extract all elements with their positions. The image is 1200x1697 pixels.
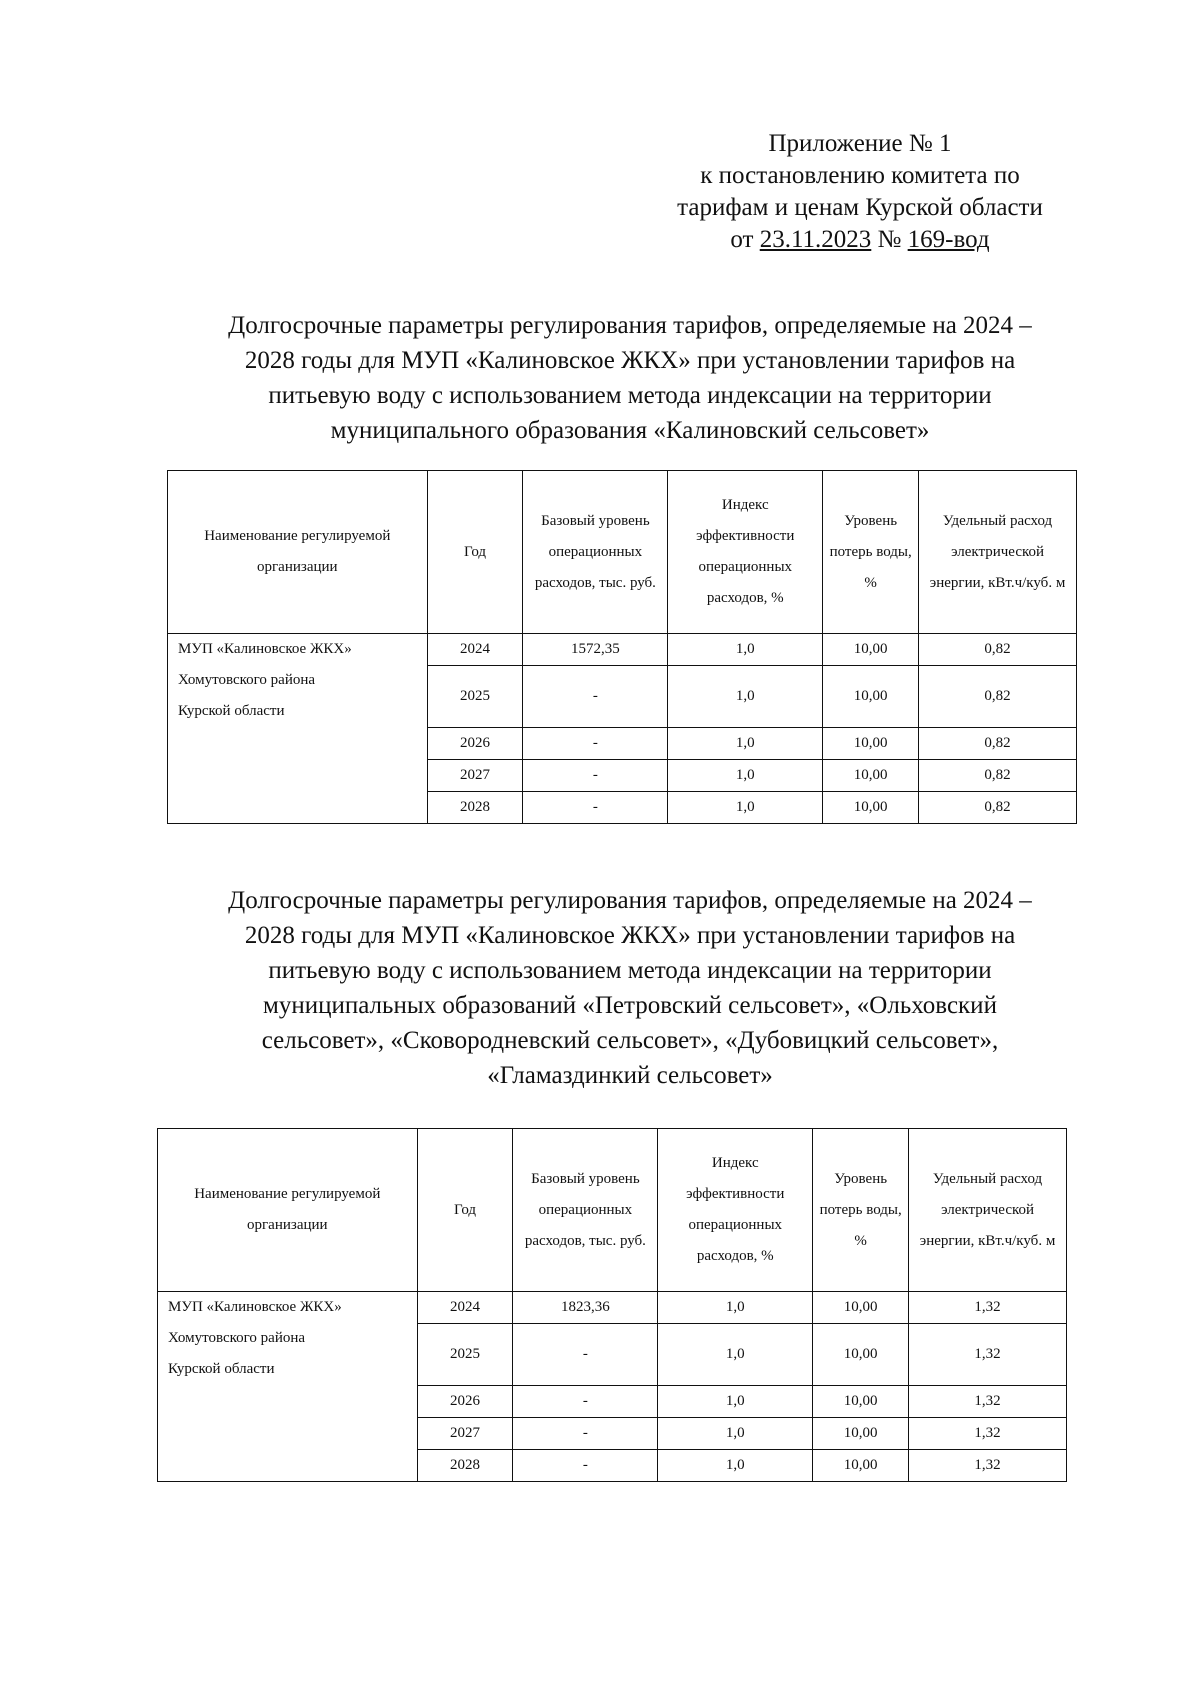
- base-cell: 1572,35: [523, 634, 668, 666]
- org-line: МУП «Калиновское ЖКХ»: [168, 1299, 342, 1315]
- base-cell: -: [513, 1324, 658, 1386]
- year-cell: 2026: [417, 1386, 513, 1418]
- year-cell: 2025: [417, 1324, 513, 1386]
- header-energy: Удельный расход электрической энергии, кВт.ч/куб. м: [919, 471, 1077, 634]
- year-cell: 2024: [427, 634, 523, 666]
- title-line: муниципальных образований «Петровский сельсовет», «Ольховский: [263, 992, 997, 1019]
- base-cell: -: [523, 728, 668, 760]
- index-cell: 1,0: [668, 760, 823, 792]
- base-cell: 1823,36: [513, 1292, 658, 1324]
- org-cell: [168, 634, 428, 824]
- year-cell: 2025: [427, 666, 523, 728]
- header-org: Наименование регулируемой организации: [158, 1129, 418, 1292]
- index-cell: 1,0: [668, 634, 823, 666]
- energy-cell: 0,82: [919, 728, 1077, 760]
- appendix-line3: тарифам и ценам Курской области: [677, 194, 1043, 221]
- org-line: МУП «Калиновское ЖКХ»: [178, 641, 352, 657]
- section1-title: [170, 308, 1090, 448]
- index-cell: 1,0: [658, 1292, 813, 1324]
- title-line: Долгосрочные параметры регулирования тарифов, определяемые на 2024 –: [228, 887, 1032, 914]
- year-cell: 2026: [427, 728, 523, 760]
- loss-cell: 10,00: [813, 1418, 909, 1450]
- title-line: питьевую воду с использованием метода индексации на территории: [268, 382, 992, 409]
- title-line: питьевую воду с использованием метода индексации на территории: [268, 957, 992, 984]
- index-cell: 1,0: [658, 1386, 813, 1418]
- index-cell: 1,0: [668, 728, 823, 760]
- org-line: Хомутовского района: [178, 672, 316, 688]
- base-cell: -: [513, 1418, 658, 1450]
- org-line: Хомутовского района: [168, 1330, 306, 1346]
- header-year: Год: [427, 471, 523, 634]
- energy-cell: 1,32: [909, 1292, 1067, 1324]
- energy-cell: 0,82: [919, 792, 1077, 824]
- energy-cell: 1,32: [909, 1386, 1067, 1418]
- energy-cell: 1,32: [909, 1418, 1067, 1450]
- year-cell: 2028: [417, 1450, 513, 1482]
- header-index: Индекс эффективности операционных расходов, %: [668, 471, 823, 634]
- section2-title: [170, 883, 1090, 1093]
- header-year: Год: [417, 1129, 513, 1292]
- org-cell: [158, 1292, 418, 1482]
- params-table-1: [167, 470, 1077, 824]
- table-header-row: [168, 471, 1077, 634]
- year-cell: 2028: [427, 792, 523, 824]
- loss-cell: 10,00: [823, 666, 919, 728]
- title-line: 2028 годы для МУП «Калиновское ЖКХ» при установлении тарифов на: [244, 347, 1016, 374]
- title-line: «Гламаздинкий сельсовет»: [487, 1062, 773, 1089]
- date-prefix: от: [730, 226, 754, 253]
- base-cell: -: [513, 1386, 658, 1418]
- title-line: 2028 годы для МУП «Калиновское ЖКХ» при установлении тарифов на: [244, 922, 1016, 949]
- index-cell: 1,0: [668, 666, 823, 728]
- loss-cell: 10,00: [813, 1386, 909, 1418]
- index-cell: 1,0: [658, 1450, 813, 1482]
- number-prefix: №: [877, 226, 902, 253]
- index-cell: 1,0: [658, 1324, 813, 1386]
- loss-cell: 10,00: [813, 1292, 909, 1324]
- resolution-number: 169-вод: [907, 226, 990, 253]
- energy-cell: 1,32: [909, 1324, 1067, 1386]
- energy-cell: 0,82: [919, 666, 1077, 728]
- appendix-line1: Приложение № 1: [768, 130, 952, 157]
- loss-cell: 10,00: [823, 792, 919, 824]
- loss-cell: 10,00: [813, 1324, 909, 1386]
- energy-cell: 0,82: [919, 760, 1077, 792]
- org-line: Курской области: [178, 703, 285, 719]
- header-base: Базовый уровень операционных расходов, тыс. руб.: [513, 1129, 658, 1292]
- params-table-2: [157, 1128, 1067, 1482]
- header-base: Базовый уровень операционных расходов, тыс. руб.: [523, 471, 668, 634]
- appendix-line2: к постановлению комитета по: [700, 162, 1020, 189]
- loss-cell: 10,00: [813, 1450, 909, 1482]
- table-row: [158, 1292, 1067, 1324]
- loss-cell: 10,00: [823, 634, 919, 666]
- header-loss: Уровень потерь воды, %: [823, 471, 919, 634]
- year-cell: 2027: [417, 1418, 513, 1450]
- base-cell: -: [523, 792, 668, 824]
- index-cell: 1,0: [668, 792, 823, 824]
- base-cell: -: [523, 760, 668, 792]
- org-line: Курской области: [168, 1361, 275, 1377]
- header-energy: Удельный расход электрической энергии, кВт.ч/куб. м: [909, 1129, 1067, 1292]
- loss-cell: 10,00: [823, 760, 919, 792]
- appendix-date-line: [640, 224, 1080, 256]
- header-org: Наименование регулируемой организации: [168, 471, 428, 634]
- base-cell: -: [523, 666, 668, 728]
- title-line: сельсовет», «Сковородневский сельсовет», «Дубовицкий сельсовет»,: [261, 1027, 999, 1054]
- resolution-date: 23.11.2023: [759, 226, 872, 253]
- appendix-header: [640, 128, 1080, 256]
- year-cell: 2027: [427, 760, 523, 792]
- year-cell: 2024: [417, 1292, 513, 1324]
- energy-cell: 0,82: [919, 634, 1077, 666]
- header-loss: Уровень потерь воды, %: [813, 1129, 909, 1292]
- header-index: Индекс эффективности операционных расходов, %: [658, 1129, 813, 1292]
- index-cell: 1,0: [658, 1418, 813, 1450]
- table-header-row: [158, 1129, 1067, 1292]
- title-line: муниципального образования «Калиновский сельсовет»: [330, 417, 930, 444]
- base-cell: -: [513, 1450, 658, 1482]
- table-row: [168, 634, 1077, 666]
- energy-cell: 1,32: [909, 1450, 1067, 1482]
- loss-cell: 10,00: [823, 728, 919, 760]
- title-line: Долгосрочные параметры регулирования тарифов, определяемые на 2024 –: [228, 312, 1032, 339]
